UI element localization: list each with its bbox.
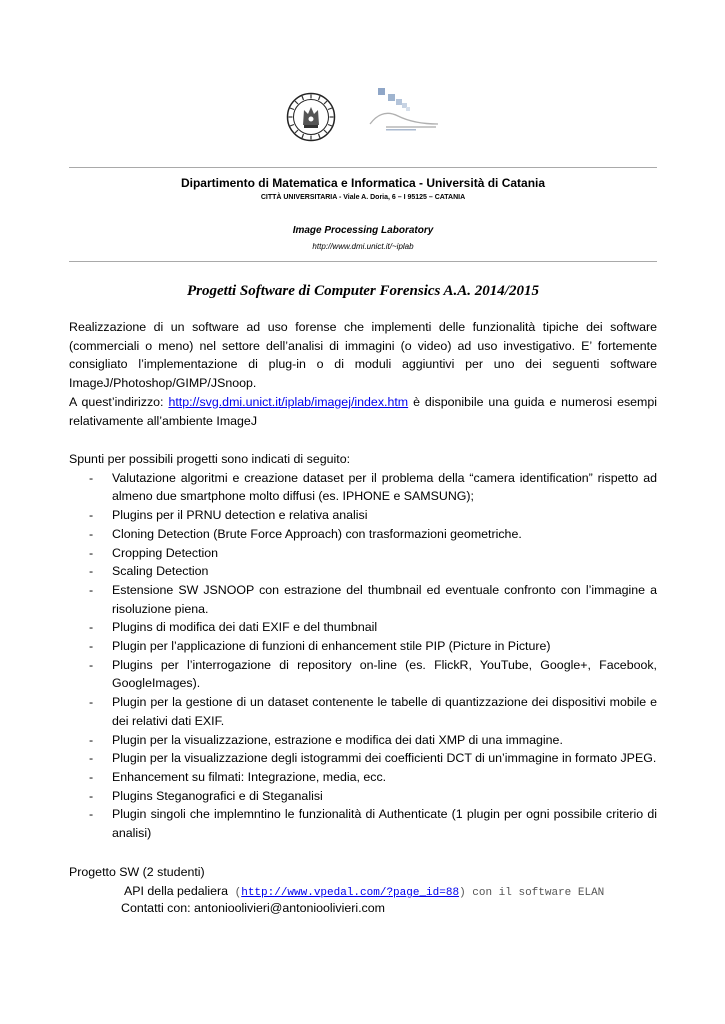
list-item: - Plugins per l’interrogazione di repository on-line (es. FlickR, YouTube, Google+, Facebook, GoogleImages). (69, 656, 657, 693)
lab-url: http://www.dmi.unict.it/~iplab (312, 242, 414, 251)
intro-paragraph: Realizzazione di un software ad uso forense che implementi delle funzionalità tipiche dei software (commerciali o meno) nel settore dell’analisi di immagini (o video) ad uso investigativo. E’ fortemente consigliato l’implementazione di plug-in o di moduli aggiuntivi per uno dei seguenti software ImageJ/Photoshop/GIMP/JSnoop. (69, 320, 657, 391)
list-item: - Cropping Detection (69, 544, 657, 563)
list-item: - Plugin per la visualizzazione, estrazione e modifica dei dati XMP di una immagine. (69, 731, 657, 750)
imagej-guide-link[interactable]: http://svg.dmi.unict.it/iplab/imagej/index.htm (168, 394, 409, 409)
list-item: - Scaling Detection (69, 562, 657, 581)
lab-name: Image Processing Laboratory (292, 225, 434, 236)
department-name: Dipartimento di Matematica e Informatica - Università di Catania (180, 176, 546, 190)
iplab-logo-icon (368, 86, 440, 132)
guide-prefix: A quest’indirizzo: (69, 394, 169, 409)
api-open: ( (228, 887, 242, 899)
list-item: - Plugins Steganografici e di Steganalisi (69, 787, 657, 806)
university-seal-icon (286, 92, 336, 142)
list-item: - Plugin per l’applicazione di funzioni di enhancement stile PIP (Picture in Picture) (69, 637, 657, 656)
page-title: Progetti Software di Computer Forensics A.A. 2014/2015 (187, 283, 539, 299)
vpedal-link[interactable]: http://www.vpedal.com/?page_id=88 (241, 887, 460, 899)
guide-paragraph (69, 393, 657, 430)
list-item: - Cloning Detection (Brute Force Approach) con trasformazioni geometriche. (69, 525, 657, 544)
guide-suffix: è disponibile una guida e numerosi esempi relativamente all’ambiente ImageJ (69, 394, 658, 428)
list-item: - Enhancement su filmati: Integrazione, media, ecc. (69, 768, 657, 787)
api-rest: ) con il software ELAN (459, 887, 605, 899)
list-item: - Plugin per la gestione di un dataset contenente le tabelle di quantizzazione dei dispositivi mobile e dei relativi dati EXIF. (69, 693, 657, 730)
list-item: - Valutazione algoritmi e creazione dataset per il problema della “camera identification” rispetto ad almeno due smartphone molto diffusi (es. IPHONE e SAMSUNG); (69, 469, 657, 506)
api-label: API della pedaliera (124, 884, 229, 898)
list-item: - Plugins per il PRNU detection e relativa analisi (69, 506, 657, 525)
department-address: CITTÀ UNIVERSITARIA - Viale A. Doria, 6 – I 95125 – CATANIA (260, 194, 466, 201)
list-item: - Plugin per la visualizzazione degli istogrammi dei coefficienti DCT di un’immagine in formato JPEG. (69, 749, 657, 768)
header-rule-bottom (69, 261, 657, 262)
header-rule-top (69, 167, 657, 168)
project-ideas-list (69, 469, 657, 843)
contact-line: Contatti con: antonioolivieri@antonioolivieri.com (121, 901, 385, 915)
header-logos (0, 86, 725, 146)
intro-section (69, 318, 657, 430)
list-item: - Estensione SW JSNOOP con estrazione del thumbnail ed eventuale confronto con l’immagine a risoluzione piena. (69, 581, 657, 618)
project-ideas-section (69, 450, 657, 843)
project-heading: Progetto SW (2 studenti) (69, 865, 205, 879)
list-item: - Plugin singoli che implemntino le funzionalità di Authenticate (1 plugin per ogni possibile criterio di analisi) (69, 805, 657, 842)
project-ideas-heading: Spunti per possibili progetti sono indicati di seguito: (69, 452, 351, 466)
list-item: - Plugins di modifica dei dati EXIF e del thumbnail (69, 618, 657, 637)
